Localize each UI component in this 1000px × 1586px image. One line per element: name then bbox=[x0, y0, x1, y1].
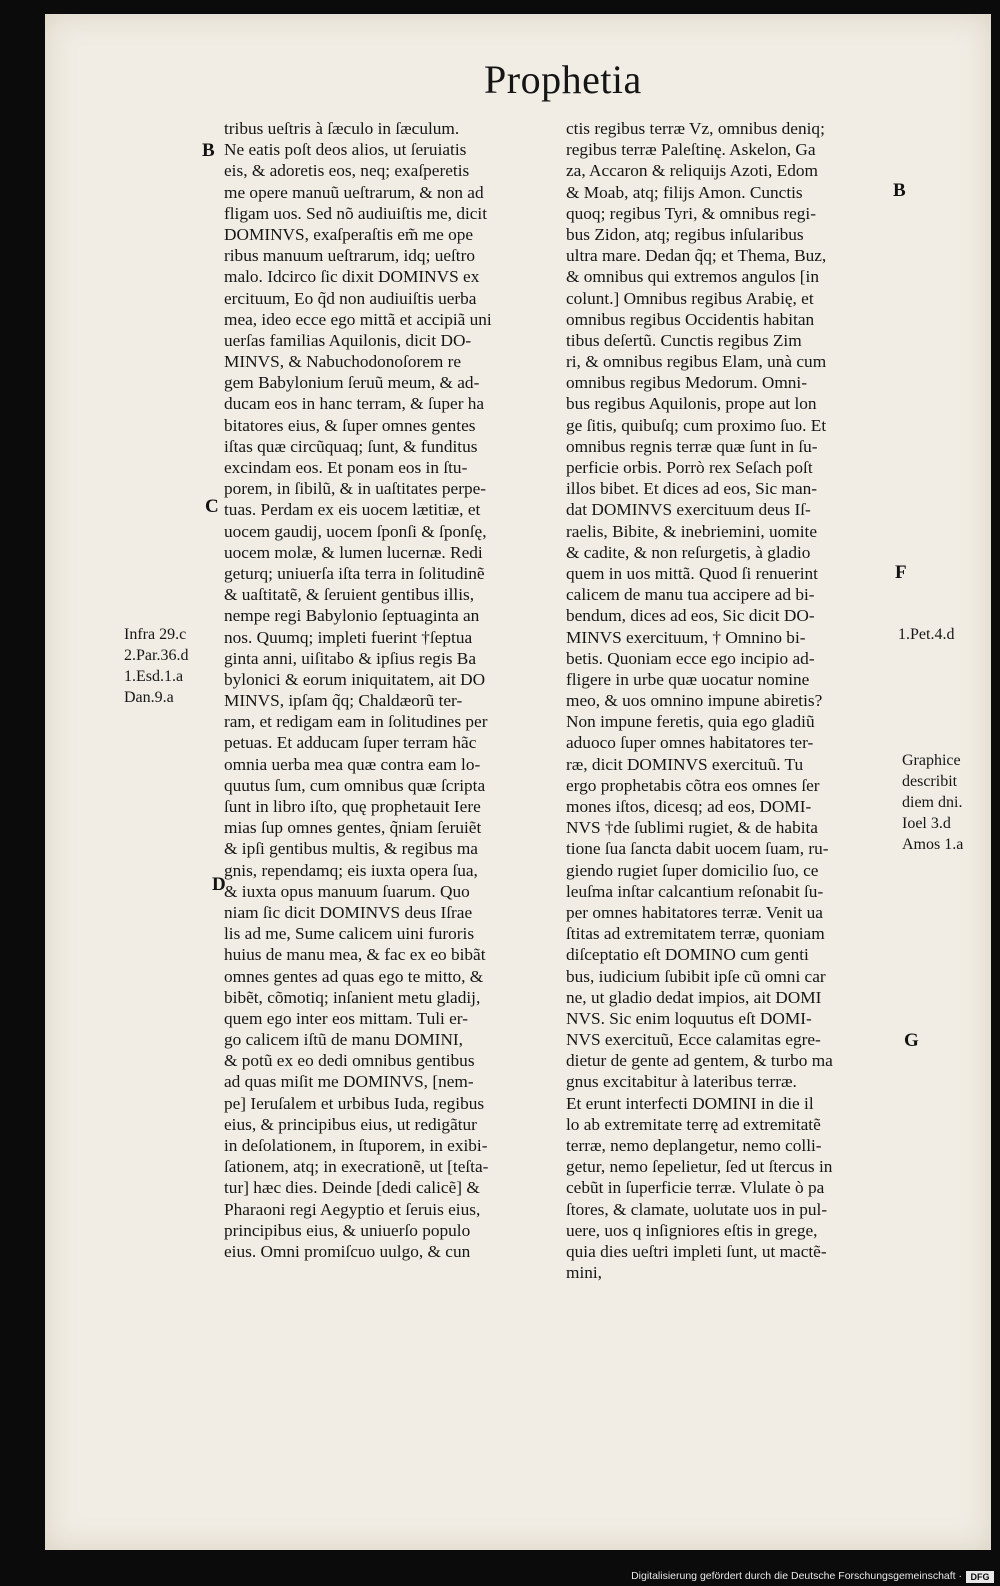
left-column-line: MINVS, ipſam q̃q; Chaldæorũ ter- bbox=[224, 691, 463, 711]
left-column-line: principibus eius, & uniuerſo populo bbox=[224, 1220, 471, 1240]
left-column-line: nempe regi Babylonio ſeptuaginta an bbox=[224, 606, 480, 626]
digitization-credit: Digitalisierung gefördert durch die Deutsche Forschungsgemeinschaft · bbox=[631, 1570, 962, 1582]
right-column-line: bendum, dices ad eos, Sic dicit DO- bbox=[566, 606, 815, 626]
left-column-line: bitatores eius, & ſuper omnes gentes bbox=[224, 415, 476, 435]
left-column-line: Ne eatis poſt deos alios, ut ſeruiatis bbox=[224, 140, 467, 160]
left-column-line: ercituum, Eo q̃d non audiuiſtis uerba bbox=[224, 288, 477, 308]
left-column-line: uocem gaudij, uocem ſponſi & ſponſę, bbox=[224, 521, 487, 541]
margin-note-left-2: 2.Par.36.d bbox=[124, 647, 189, 664]
section-mark-f-right: F bbox=[895, 562, 907, 583]
margin-note-left-1: Infra 29.c bbox=[124, 626, 187, 643]
left-column-line: fligam uos. Sed nõ audiuiſtis me, dicit bbox=[224, 203, 488, 223]
right-text-column bbox=[566, 118, 902, 1283]
right-column-line: ge ſitis, quibuſq; cum proximo ſuo. Et bbox=[566, 415, 827, 435]
right-column-line: & Moab, atq; filijs Amon. Cunctis bbox=[566, 182, 803, 202]
right-column-line: fligere in urbe quæ uocatur nomine bbox=[566, 669, 810, 689]
left-column-line: ſationem, atq; in execrationẽ, ut [teſta- bbox=[224, 1157, 489, 1177]
right-column-line: bus Zidon, atq; regibus inſularibus bbox=[566, 224, 804, 244]
left-text-column bbox=[224, 118, 560, 1262]
left-column-line: DOMINVS, exaſperaſtis em̃ me ope bbox=[224, 224, 474, 244]
right-column-line: ræ, dicit DOMINVS exercituũ. Tu bbox=[566, 754, 804, 774]
left-column-line: & iuxta opus manuum ſuarum. Quo bbox=[224, 881, 470, 901]
right-column-line: meo, & uos omnino impune abiretis? bbox=[566, 691, 823, 711]
right-column-line: & cadite, & non reſurgetis, à gladio bbox=[566, 542, 811, 562]
right-column-line: cebũt in ſuperficie terræ. Vlulate ò pa bbox=[566, 1178, 825, 1198]
left-column-line: eius, & principibus eius, ut redigãtur bbox=[224, 1114, 477, 1134]
right-column-line: diſceptatio eſt DOMINO cum genti bbox=[566, 945, 809, 965]
right-column-line: uere, uos q inſigniores eſtis in grege, bbox=[566, 1220, 818, 1240]
right-column-line: bus regibus Aquilonis, prope aut lon bbox=[566, 394, 817, 414]
left-column-line: excindam eos. Et ponam eos in ſtu- bbox=[224, 458, 468, 477]
left-column-line: pe] Ieruſalem et urbibus Iuda, regibus bbox=[224, 1093, 485, 1113]
right-column-line: omnibus regnis terræ quæ ſunt in ſu- bbox=[566, 436, 818, 456]
left-column-line: & uaſtitatẽ, & ſeruient gentibus illis, bbox=[224, 585, 475, 605]
left-column-line: & ipſi gentibus multis, & regibus ma bbox=[224, 839, 478, 859]
left-column-line: eius. Omni promiſcuo uulgo, & cun bbox=[224, 1241, 471, 1261]
left-column-line: omnes gentes ad quas ego te mitto, & bbox=[224, 966, 484, 986]
right-column-line: dietur de gente ad gentem, & turbo ma bbox=[566, 1051, 833, 1071]
right-column-line: quem in uos mittã. Quod ſi renuerint bbox=[566, 563, 818, 583]
left-column-line: MINVS, & Nabuchodonoſorem re bbox=[224, 352, 462, 372]
left-column-line: omnia uerba mea quæ contra eam lo- bbox=[224, 754, 481, 774]
right-column-line: NVS. Sic enim loquutus eſt DOMI- bbox=[566, 1008, 812, 1028]
left-column-line: ducam eos in hanc terram, & ſuper ha bbox=[224, 394, 485, 414]
right-column-line: illos bibet. Et dices ad eos, Sic man- bbox=[566, 479, 818, 499]
left-column-line: eis, & adoretis eos, neq; exaſperetis bbox=[224, 161, 470, 181]
right-column-line: omnibus regibus Occidentis habitan bbox=[566, 309, 815, 329]
running-head-title: Prophetia bbox=[484, 57, 642, 102]
section-mark-b-right: B bbox=[893, 180, 906, 201]
right-column-line: leuſma inſtar calcantium reſonabit ſu- bbox=[566, 881, 824, 901]
right-column-line: NVS †de ſublimi rugiet, & de habita bbox=[566, 818, 818, 838]
section-mark-c-left: C bbox=[205, 496, 219, 517]
right-column-line: Non impune feretis, quia ego gladiũ bbox=[566, 712, 815, 732]
right-column-line: aduoco ſuper omnes habitatores ter- bbox=[566, 733, 814, 753]
left-column-line: lis ad me, Sume calicem uini furoris bbox=[224, 924, 475, 944]
right-column-line: za, Accaron & reliquijs Azoti, Edom bbox=[566, 161, 818, 181]
left-column-line: ad quas miſit me DOMINVS, [nem- bbox=[224, 1072, 474, 1092]
margin-note-right-6: Amos 1.a bbox=[902, 836, 964, 853]
left-column-line: nos. Quumq; impleti fuerint †ſeptua bbox=[224, 627, 473, 647]
right-column-line: bus, iudicium ſubibit ipſe cũ omni car bbox=[566, 966, 826, 986]
right-column-line: quoq; regibus Tyri, & omnibus regi- bbox=[566, 203, 816, 223]
section-mark-d-left: D bbox=[212, 874, 226, 895]
right-column-line: ri, & omnibus regibus Elam, unà cum bbox=[566, 352, 827, 372]
dfg-logo: DFG bbox=[966, 1571, 994, 1583]
left-column-line: gnis, rependamq; eis iuxta opera ſua, bbox=[224, 860, 478, 880]
left-column-line: gem Babylonium ſeruũ meum, & ad- bbox=[224, 373, 480, 393]
left-column-line: in deſolationem, in ſtuporem, in exibi- bbox=[224, 1136, 488, 1155]
section-mark-g-right: G bbox=[904, 1030, 919, 1051]
right-column-line: getur, nemo ſepelietur, ſed ut ſtercus in bbox=[566, 1157, 833, 1177]
right-column-line: perficie orbis. Porrò rex Seſach poſt bbox=[566, 458, 813, 477]
left-column-line: tur] hæc dies. Deinde [dedi calicẽ] & bbox=[224, 1178, 480, 1198]
left-column-line: me opere manuũ ueſtrarum, & non ad bbox=[224, 182, 484, 202]
left-column-line: niam ſic dicit DOMINVS deus Iſrae bbox=[224, 902, 473, 922]
right-column-line: ultra mare. Dedan q̃q; et Thema, Buz, bbox=[566, 246, 827, 266]
left-column-line: mias ſup omnes gentes, q̃niam ſeruiẽt bbox=[224, 818, 482, 838]
left-column-line: geturq; uniuerſa iſta terra in ſolitudinẽ bbox=[224, 563, 485, 583]
right-column-line: MINVS exercituum, † Omnino bi- bbox=[566, 627, 806, 647]
margin-note-right-5: Ioel 3.d bbox=[902, 815, 951, 832]
left-column-line: ram, et redigam eam in ſolitudines per bbox=[224, 712, 488, 732]
left-column-line: mea, ideo ecce ego mittã et accipiã uni bbox=[224, 309, 492, 329]
right-column-line: calicem de manu tua accipere ad bi- bbox=[566, 585, 815, 605]
left-column-line: bylonici & eorum iniquitatem, ait DO bbox=[224, 669, 486, 689]
right-column-line: mones iſtos, dicesq; ad eos, DOMI- bbox=[566, 797, 812, 816]
left-column-line: malo. Idcirco ſic dixit DOMINVS ex bbox=[224, 267, 480, 287]
left-column-line: Pharaoni regi Aegyptio et ſeruis eius, bbox=[224, 1199, 481, 1219]
margin-note-right-1: 1.Pet.4.d bbox=[898, 626, 955, 643]
right-column-line: omnibus regibus Medorum. Omni- bbox=[566, 373, 807, 393]
right-column-line: dat DOMINVS exercituum deus Iſ- bbox=[566, 500, 811, 520]
right-column-line: betis. Quoniam ecce ego incipio ad- bbox=[566, 648, 815, 668]
right-column-line: raelis, Bibite, & inebriemini, uomite bbox=[566, 521, 818, 541]
right-column-line: ne, ut gladio dedat impios, ait DOMI bbox=[566, 987, 822, 1007]
margin-note-right-2: Graphice bbox=[902, 752, 961, 769]
left-column-line: ſunt in libro iſto, quę prophetauit Iere bbox=[224, 797, 481, 816]
right-column-line: ſtitas ad extremitatem terræ, quoniam bbox=[566, 924, 825, 944]
left-column-line: go calicem iſtũ de manu DOMINI, bbox=[224, 1030, 463, 1050]
right-column-line: NVS exercituũ, Ecce calamitas egre- bbox=[566, 1030, 821, 1050]
right-column-line: regibus terræ Paleſtinę. Askelon, Ga bbox=[566, 140, 816, 160]
right-column-line: mini, bbox=[566, 1263, 603, 1283]
right-column-line: giendo rugiet ſuper domicilio ſuo, ce bbox=[566, 860, 819, 880]
right-column-line: per omnes habitatores terræ. Venit ua bbox=[566, 902, 823, 922]
left-column-line: quem ego inter eos mittam. Tuli er- bbox=[224, 1008, 468, 1028]
right-column-line: colunt.] Omnibus regibus Arabię, et bbox=[566, 288, 814, 308]
right-column-line: ſtores, & clamate, uolutate uos in pul- bbox=[566, 1199, 828, 1219]
right-column-line: ergo prophetabis cõtra eos omnes ſer bbox=[566, 775, 820, 795]
margin-note-right-3: describit bbox=[902, 773, 958, 790]
margin-note-left-3: 1.Esd.1.a bbox=[124, 668, 184, 685]
right-column-line: Et erunt interfecti DOMINI in die il bbox=[566, 1093, 814, 1113]
right-column-line: gnus excitabitur à lateribus terræ. bbox=[566, 1072, 797, 1092]
right-column-line: & omnibus qui extremos angulos [in bbox=[566, 267, 819, 287]
margin-note-right-4: diem dni. bbox=[902, 794, 963, 811]
left-column-line: ginta anni, uiſitabo & ipſius regis Ba bbox=[224, 648, 476, 668]
right-column-line: quia dies ueſtri impleti ſunt, ut mactẽ- bbox=[566, 1241, 827, 1261]
left-column-line: uerſas familias Aquilonis, dicit DO- bbox=[224, 330, 472, 350]
right-column-line: ctis regibus terræ Vz, omnibus deniq; bbox=[566, 119, 825, 138]
right-column-line: terræ, nemo deplangetur, nemo colli- bbox=[566, 1136, 822, 1155]
right-column-line: tione ſua ſancta dabit uocem ſuam, ru- bbox=[566, 839, 829, 859]
right-column-line: tibus deſertũ. Cunctis regibus Zim bbox=[566, 330, 802, 350]
left-column-line: petuas. Et adducam ſuper terram hãc bbox=[224, 733, 477, 753]
left-column-line: bibẽt, cõmotiq; inſanient metu gladij, bbox=[224, 987, 481, 1007]
left-column-line: tribus ueſtris à ſæculo in ſæculum. bbox=[224, 119, 460, 138]
left-column-line: huius de manu mea, & fac ex eo bibãt bbox=[224, 945, 486, 965]
left-column-line: porem, in ſibilũ, & in uaſtitates perpe- bbox=[224, 479, 487, 499]
margin-note-left-4: Dan.9.a bbox=[124, 689, 174, 706]
left-column-line: iſtas quæ circũquaq; ſunt, & funditus bbox=[224, 436, 478, 456]
right-column-line: lo ab extremitate terrę ad extremitatẽ bbox=[566, 1114, 821, 1134]
left-column-line: quutus ſum, cum omnibus quæ ſcripta bbox=[224, 775, 486, 795]
left-column-line: uocem molæ, & lumen lucernæ. Redi bbox=[224, 542, 483, 562]
left-column-line: & potũ ex eo dedi omnibus gentibus bbox=[224, 1051, 475, 1071]
section-mark-b-left: B bbox=[202, 140, 215, 161]
left-column-line: tuas. Perdam ex eis uocem lætitiæ, et bbox=[224, 500, 481, 520]
left-column-line: ribus manuum ueſtrarum, idq; ueſtro bbox=[224, 246, 476, 266]
